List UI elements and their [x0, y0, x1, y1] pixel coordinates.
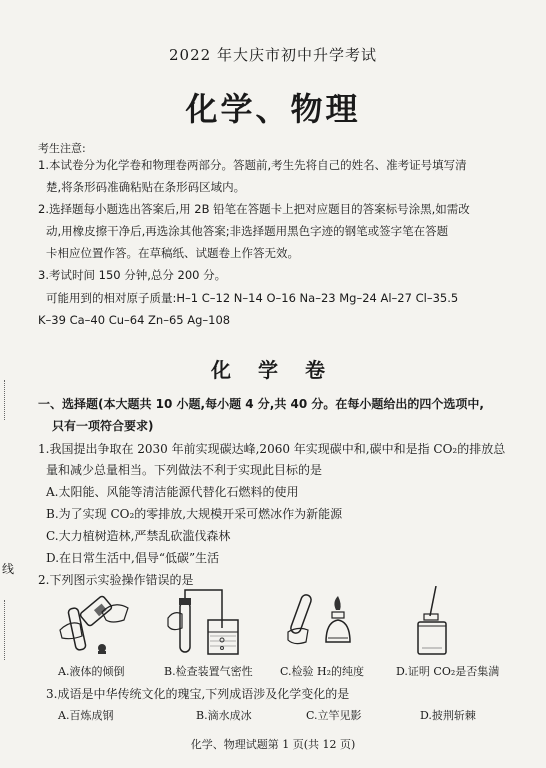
- q1-stem: 1.我国提出争取在 2030 年前实现碳达峰,2060 年实现碳中和,碳中和是指 CO₂的排放总: [38, 442, 506, 456]
- binding-margin-mark: 线: [2, 562, 15, 576]
- hydrogen-purity-figure: [282, 590, 362, 660]
- part1-heading-cont: 只有一项符合要求): [52, 419, 154, 433]
- binding-margin-dots: [4, 600, 7, 660]
- q2-option-a: A.液体的倾倒: [58, 665, 125, 678]
- notice-line: 动,用橡皮擦干净后,再选涂其他答案;非选择题用黑色字迹的钢笔或签字笔在答题: [46, 224, 449, 238]
- notice-line: 1.本试卷分为化学卷和物理卷两部分。答题前,考生先将自己的姓名、准考证号填写清: [38, 158, 467, 172]
- q3-stem: 3.成语是中华传统文化的瑰宝,下列成语涉及化学变化的是: [46, 687, 350, 701]
- section-title: 化 学 卷: [211, 358, 335, 382]
- atomic-mass-line: K–39 Ca–40 Cu–64 Zn–65 Ag–108: [38, 313, 231, 327]
- q2-option-d: D.证明 CO₂是否集满: [396, 665, 500, 678]
- page-footer: 化学、物理试题第 1 页(共 12 页): [190, 738, 356, 751]
- atomic-mass-line: 可能用到的相对原子质量:H–1 C–12 N–14 O–16 Na–23 Mg–24 Al–27 Cl–35.5: [46, 291, 459, 305]
- q2-option-c: C.检验 H₂的纯度: [280, 665, 365, 678]
- notice-heading: 考生注意:: [38, 142, 86, 155]
- co2-collection-figure: [400, 586, 470, 660]
- q1-option-c: C.大力植树造林,严禁乱砍滥伐森林: [46, 529, 231, 543]
- subject-title: 化学、物理: [185, 90, 361, 128]
- q3-option-b: B.滴水成冰: [196, 709, 252, 722]
- q1-option-a: A.太阳能、风能等清洁能源代替化石燃料的使用: [46, 485, 299, 499]
- q3-option-a: A.百炼成钢: [58, 709, 114, 722]
- q3-option-c: C.立竿见影: [306, 709, 362, 722]
- q2-option-b: B.检查装置气密性: [164, 665, 253, 678]
- q1-option-d: D.在日常生活中,倡导“低碳”生活: [46, 551, 220, 565]
- part1-heading: 一、选择题(本大题共 10 小题,每小题 4 分,共 40 分。在每小题给出的四个选项中,: [38, 397, 484, 411]
- notice-line: 楚,将条形码准确粘贴在条形码区域内。: [46, 180, 246, 194]
- airtightness-figure: [160, 588, 248, 660]
- pouring-liquid-figure: [58, 590, 138, 660]
- q1-option-b: B.为了实现 CO₂的零排放,大规模开采可燃冰作为新能源: [46, 507, 343, 521]
- exam-title: 2022 年大庆市初中升学考试: [169, 46, 377, 64]
- q3-option-d: D.披荆斩棘: [420, 709, 476, 722]
- q1-stem-cont: 量和减少总量相当。下列做法不利于实现此目标的是: [46, 463, 323, 477]
- binding-margin-dots: [4, 380, 7, 420]
- notice-line: 3.考试时间 150 分钟,总分 200 分。: [38, 268, 227, 282]
- q2-stem: 2.下列图示实验操作错误的是: [38, 573, 194, 587]
- notice-line: 2.选择题每小题选出答案后,用 2B 铅笔在答题卡上把对应题目的答案标号涂黑,如需改: [38, 202, 470, 216]
- notice-line: 卡相应位置作答。在草稿纸、试题卷上作答无效。: [46, 246, 299, 260]
